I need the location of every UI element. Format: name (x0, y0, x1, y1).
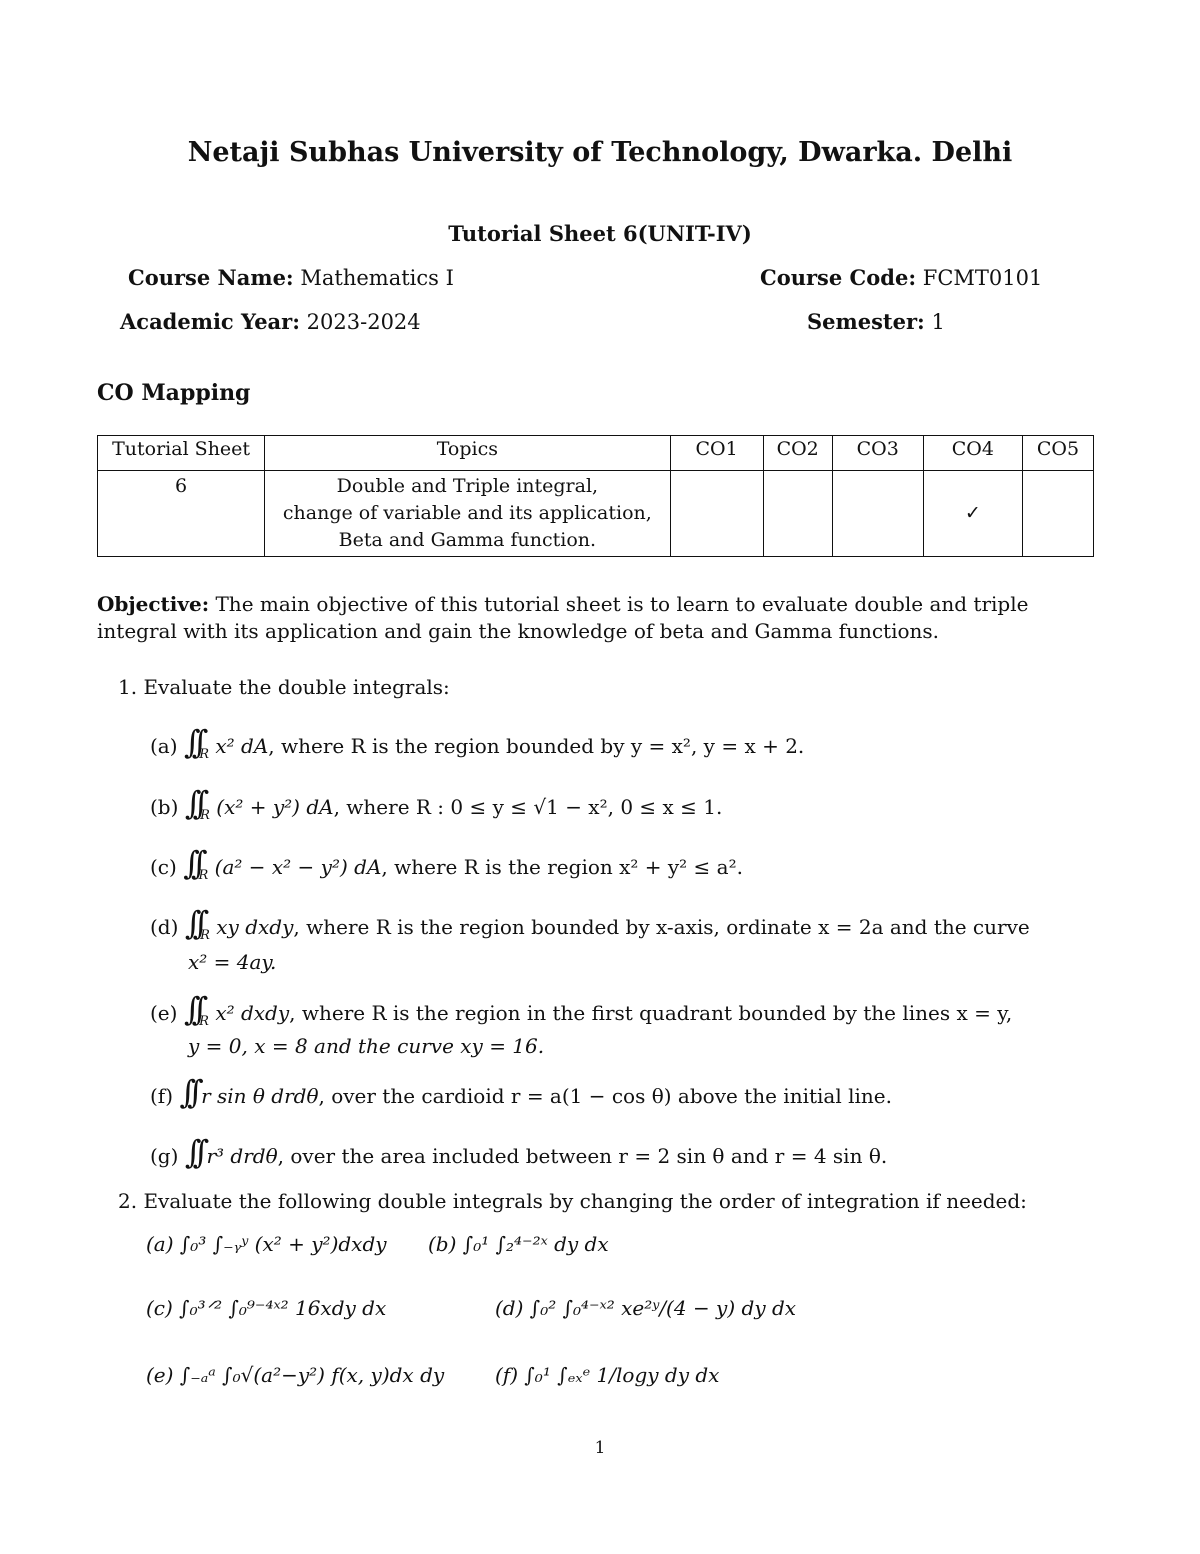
q1-part-c: (c) $\int\int_R$ (a² − x² − y²) dA, where R is the region x² + y² ≤ a². (150, 844, 743, 883)
table-row (98, 471, 1094, 557)
cell-co2 (763, 471, 832, 557)
semester-value: 1 (931, 310, 945, 334)
question-text: Evaluate the following double integrals by changing the order of integration if needed: (143, 1189, 1027, 1213)
academic-year (120, 309, 421, 334)
q2-part-d (495, 1296, 796, 1320)
part-label: (b) (150, 795, 179, 819)
part-text: , where R is the region in the first quadrant bounded by the lines x = y, (289, 1001, 1013, 1025)
cell-sheet: 6 (98, 471, 265, 557)
course-name (128, 265, 454, 290)
course-name-value: Mathematics I (300, 266, 454, 290)
integrand: xy dxdy (216, 915, 294, 939)
q2-part-a (146, 1232, 387, 1256)
question-2 (118, 1189, 1027, 1213)
double-integral-symbol: ∫∫ (184, 904, 201, 942)
col-co4: CO4 (923, 436, 1022, 471)
q1-part-d: (d) $\int\int_R$ xy dxdy, where R is the region bounded by x-axis, ordinate x = 2a and the curve (150, 904, 1030, 943)
objective-label: Objective: (97, 592, 210, 616)
integrand: r sin θ drdθ (201, 1084, 319, 1108)
col-co2: CO2 (763, 436, 832, 471)
semester (807, 309, 945, 334)
q2-part-b (428, 1232, 609, 1256)
double-integral-symbol: ∫∫ (184, 784, 201, 822)
topic-line: change of variable and its application, (282, 502, 652, 524)
co-mapping-table (97, 435, 1094, 557)
part-label: (a) (150, 734, 178, 758)
part-label: (e) (150, 1001, 178, 1025)
part-text: , over the cardioid r = a(1 − cos θ) above the initial line. (318, 1084, 892, 1108)
part-label: (a) (146, 1232, 174, 1256)
q1-part-b: (b) $\int\int_R$ (x² + y²) dA, where R : 0 ≤ y ≤ √1 − x², 0 ≤ x ≤ 1. (150, 784, 723, 823)
q2-part-e (146, 1363, 444, 1387)
col-topics: Topics (265, 436, 670, 471)
part-label: (d) (495, 1296, 524, 1320)
q1-part-f (150, 1073, 892, 1111)
course-code-value: FCMT0101 (922, 266, 1043, 290)
integral-expression: ∫₀² ∫₀⁴⁻ˣ² xe²ʸ/(4 − y) dy dx (529, 1296, 797, 1320)
course-code (760, 265, 1042, 290)
double-integral-symbol: ∫∫ (183, 844, 199, 882)
topic-line: Double and Triple integral, (336, 475, 599, 497)
topic-line: Beta and Gamma function. (338, 529, 597, 551)
col-co5: CO5 (1022, 436, 1093, 471)
integral-expression: ∫₀³ ∫₋ᵧʸ (x² + y²)dxdy (179, 1232, 387, 1256)
part-label: (c) (146, 1296, 173, 1320)
cell-co4-check: ✓ (923, 471, 1022, 557)
objective-text: The main objective of this tutorial sheet is to learn to evaluate double and triple integral with its application and gain the knowledge of beta and Gamma functions. (97, 592, 1029, 643)
q1-part-a: (a) $\int\int_R$ x² dA, where R is the region bounded by y = x², y = x + 2. (150, 723, 805, 762)
integrand: (a² − x² − y²) dA (214, 855, 382, 879)
part-label: (f) (150, 1084, 174, 1108)
course-name-label: Course Name: (128, 265, 294, 290)
q1-part-e-continued: y = 0, x = 8 and the curve xy = 16. (188, 1034, 545, 1058)
integral-expression: ∫₋ₐᵃ ∫₀√(a²−y²) f(x, y)dx dy (179, 1363, 445, 1387)
page-number: 1 (594, 1438, 606, 1458)
sheet-title: Tutorial Sheet 6(UNIT-IV) (448, 221, 752, 246)
cell-topics (265, 471, 670, 557)
part-text: , where R is the region bounded by x-axis, ordinate x = 2a and the curve (293, 915, 1030, 939)
integrand: (x² + y²) dA (216, 795, 334, 819)
col-tutorial-sheet: Tutorial Sheet (98, 436, 265, 471)
integral-expression: ∫₀¹ ∫₂⁴⁻²ˣ dy dx (462, 1232, 609, 1256)
integrand: x² dA (215, 734, 269, 758)
academic-year-value: 2023-2024 (306, 310, 421, 334)
integral-expression: ∫₀³ᐟ² ∫₀⁹⁻⁴ˣ² 16xdy dx (179, 1296, 387, 1320)
question-1 (118, 675, 450, 699)
part-label: (e) (146, 1363, 174, 1387)
part-label: (g) (150, 1144, 179, 1168)
cell-co3 (832, 471, 923, 557)
q1-part-d-continued: x² = 4ay. (188, 950, 277, 974)
university-title: Netaji Subhas University of Technology, Dwarka. Delhi (187, 137, 1013, 168)
integrand: x² dxdy (215, 1001, 290, 1025)
cell-co1 (670, 471, 763, 557)
col-co3: CO3 (832, 436, 923, 471)
double-integral-symbol: ∫∫ (183, 990, 200, 1028)
double-integral-symbol: ∫∫ (179, 1073, 195, 1111)
question-number: 2. (118, 1189, 138, 1213)
integral-expression: ∫₀¹ ∫ₑₓᵉ 1/logy dy dx (524, 1363, 720, 1387)
q2-part-c (146, 1296, 386, 1320)
course-code-label: Course Code: (760, 265, 917, 290)
cell-co5 (1022, 471, 1093, 557)
semester-label: Semester: (807, 309, 925, 334)
part-label: (f) (495, 1363, 519, 1387)
part-label: (d) (150, 915, 179, 939)
part-text: , over the area included between r = 2 sin θ and r = 4 sin θ. (277, 1144, 888, 1168)
academic-year-label: Academic Year: (120, 309, 300, 334)
q1-part-e: (e) $\int\int_R$ x² dxdy, where R is the region in the first quadrant bounded by the lines x = y, (150, 990, 1013, 1029)
part-text: , where R is the region bounded by y = x², y = x + 2. (268, 734, 805, 758)
col-co1: CO1 (670, 436, 763, 471)
integrand: r³ drdθ (206, 1144, 278, 1168)
table-header-row (98, 436, 1094, 471)
question-text: Evaluate the double integrals: (143, 675, 450, 699)
double-integral-symbol: ∫∫ (184, 1133, 201, 1171)
q1-part-g (150, 1133, 887, 1171)
objective (97, 591, 1057, 645)
question-number: 1. (118, 675, 138, 699)
co-mapping-heading: CO Mapping (97, 380, 251, 406)
part-text: , where R : 0 ≤ y ≤ √1 − x², 0 ≤ x ≤ 1. (333, 795, 723, 819)
double-integral-symbol: ∫∫ (183, 723, 200, 761)
part-label: (b) (428, 1232, 457, 1256)
q2-part-f (495, 1363, 719, 1387)
part-label: (c) (150, 855, 177, 879)
part-text: , where R is the region x² + y² ≤ a². (381, 855, 743, 879)
